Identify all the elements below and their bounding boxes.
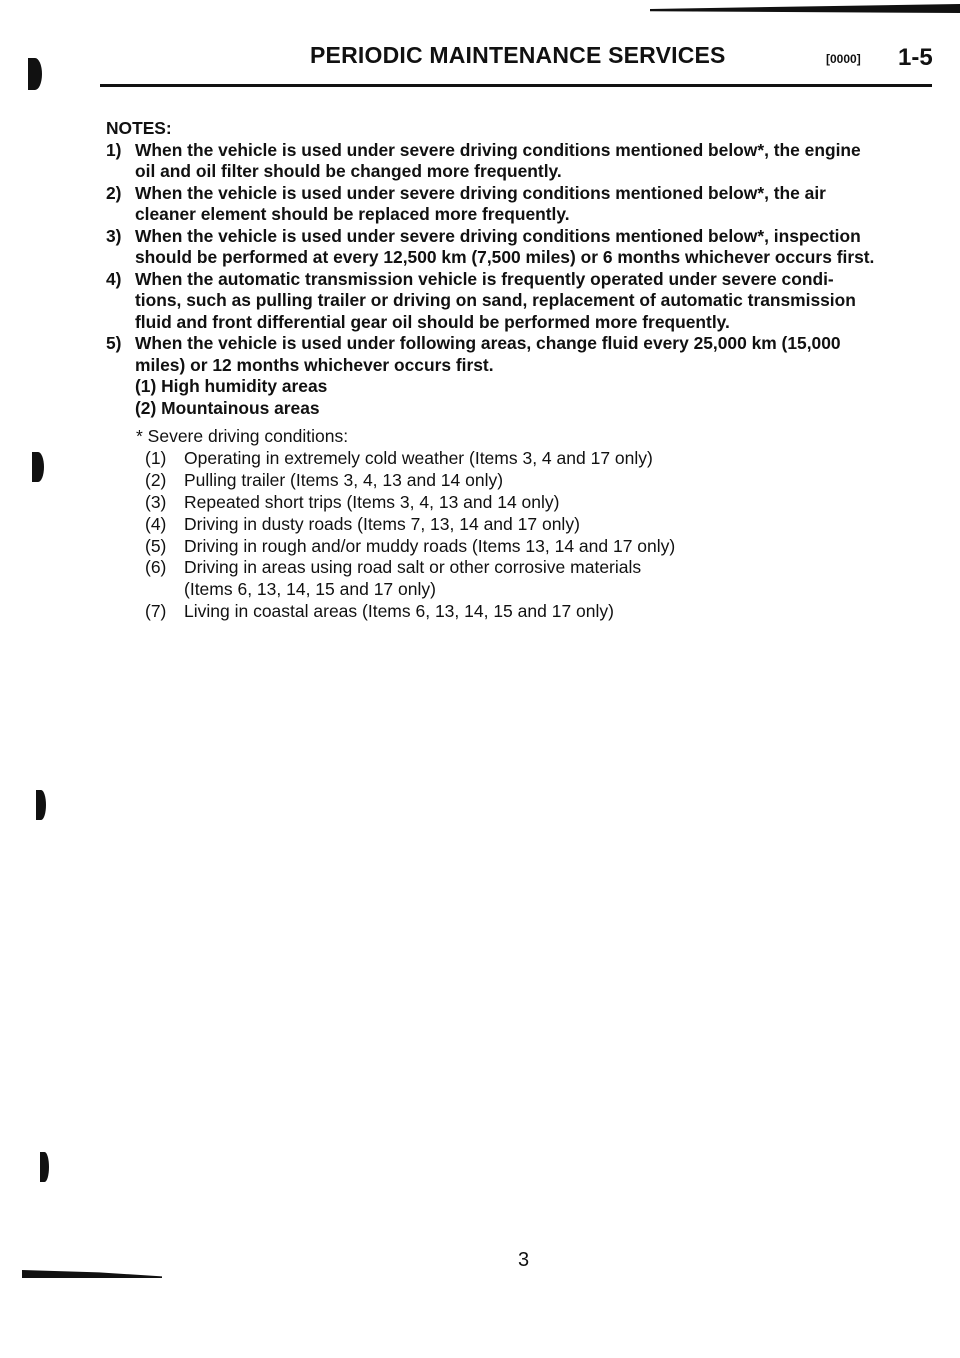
condition-number: (1) bbox=[145, 447, 167, 468]
section-code: [0000] bbox=[826, 52, 861, 66]
note-item bbox=[106, 183, 936, 226]
note-sub-item: (2) Mountainous areas bbox=[135, 397, 320, 418]
top-edge-mark bbox=[650, 4, 960, 13]
note-item bbox=[106, 333, 936, 376]
page-reference: 1-5 bbox=[898, 44, 933, 71]
condition-number: (3) bbox=[145, 491, 167, 512]
note-line: cleaner element should be replaced more frequently. bbox=[135, 204, 570, 224]
condition-text: Driving in dusty roads (Items 7, 13, 14 and 17 only) bbox=[184, 513, 580, 534]
note-line: fluid and front differential gear oil should be performed more frequently. bbox=[135, 311, 730, 332]
note-item bbox=[106, 226, 936, 269]
condition-item bbox=[136, 557, 896, 579]
page-number: 3 bbox=[518, 1249, 530, 1271]
note-line: oil and oil filter should be changed more frequently. bbox=[135, 161, 562, 181]
condition-text: Operating in extremely cold weather (Items 3, 4 and 17 only) bbox=[184, 447, 653, 468]
condition-item bbox=[136, 514, 896, 536]
condition-item bbox=[136, 492, 896, 514]
condition-item bbox=[136, 601, 896, 623]
note-line: When the vehicle is used under severe driving conditions mentioned below*, inspection bbox=[135, 225, 861, 246]
binding-hole-mark bbox=[40, 1152, 49, 1182]
notes-heading: NOTES: bbox=[106, 118, 172, 138]
condition-text: Driving in areas using road salt or other corrosive materials bbox=[184, 557, 642, 578]
condition-item bbox=[136, 470, 896, 492]
binding-hole-mark bbox=[32, 452, 44, 482]
severe-conditions-section bbox=[136, 426, 896, 623]
note-line: tions, such as pulling trailer or driving on sand, replacement of automatic transmission bbox=[135, 290, 856, 310]
note-line: When the vehicle is used under severe driving conditions mentioned below*, the air bbox=[135, 182, 826, 203]
note-number: 1) bbox=[106, 139, 122, 160]
condition-number: (7) bbox=[145, 601, 167, 622]
note-line: When the vehicle is used under following areas, change fluid every 25,000 km (15,000 bbox=[135, 333, 841, 353]
bottom-edge-mark bbox=[22, 1270, 162, 1278]
note-text bbox=[135, 269, 936, 334]
condition-number: (4) bbox=[145, 513, 167, 534]
condition-number: (5) bbox=[145, 535, 167, 556]
condition-text: Living in coastal areas (Items 6, 13, 14, 15 and 17 only) bbox=[184, 601, 614, 622]
condition-number: (6) bbox=[145, 557, 167, 578]
conditions-heading: * Severe driving conditions: bbox=[136, 426, 349, 446]
note-number: 3) bbox=[106, 225, 122, 246]
note-sub-item: (1) High humidity areas bbox=[135, 376, 328, 396]
note-text bbox=[135, 226, 936, 269]
condition-text: Driving in rough and/or muddy roads (Items 13, 14 and 17 only) bbox=[184, 535, 676, 556]
page-title: PERIODIC MAINTENANCE SERVICES bbox=[310, 42, 726, 68]
note-line: miles) or 12 months whichever occurs first. bbox=[135, 354, 494, 375]
condition-text: Pulling trailer (Items 3, 4, 13 and 14 only) bbox=[184, 469, 504, 490]
note-item bbox=[106, 269, 936, 334]
note-item bbox=[106, 140, 936, 183]
condition-item bbox=[136, 536, 896, 558]
note-text bbox=[135, 333, 936, 376]
condition-text: Repeated short trips (Items 3, 4, 13 and 14 only) bbox=[184, 491, 560, 512]
condition-continuation: (Items 6, 13, 14, 15 and 17 only) bbox=[184, 579, 436, 600]
note-line: When the vehicle is used under severe driving conditions mentioned below*, the engine bbox=[135, 139, 861, 160]
note-line: should be performed at every 12,500 km (7,500 miles) or 6 months whichever occurs first. bbox=[135, 247, 875, 267]
note-text bbox=[135, 183, 936, 226]
binding-hole-mark bbox=[36, 790, 46, 820]
note-text bbox=[135, 140, 936, 183]
condition-item bbox=[136, 448, 896, 470]
note-line: When the automatic transmission vehicle is frequently operated under severe condi- bbox=[135, 268, 834, 289]
notes-section bbox=[106, 118, 936, 419]
note-number: 4) bbox=[106, 268, 122, 289]
note-number: 2) bbox=[106, 182, 122, 203]
condition-number: (2) bbox=[145, 469, 167, 490]
binding-hole-mark bbox=[28, 58, 42, 90]
header-rule bbox=[100, 84, 932, 87]
note-number: 5) bbox=[106, 333, 122, 353]
